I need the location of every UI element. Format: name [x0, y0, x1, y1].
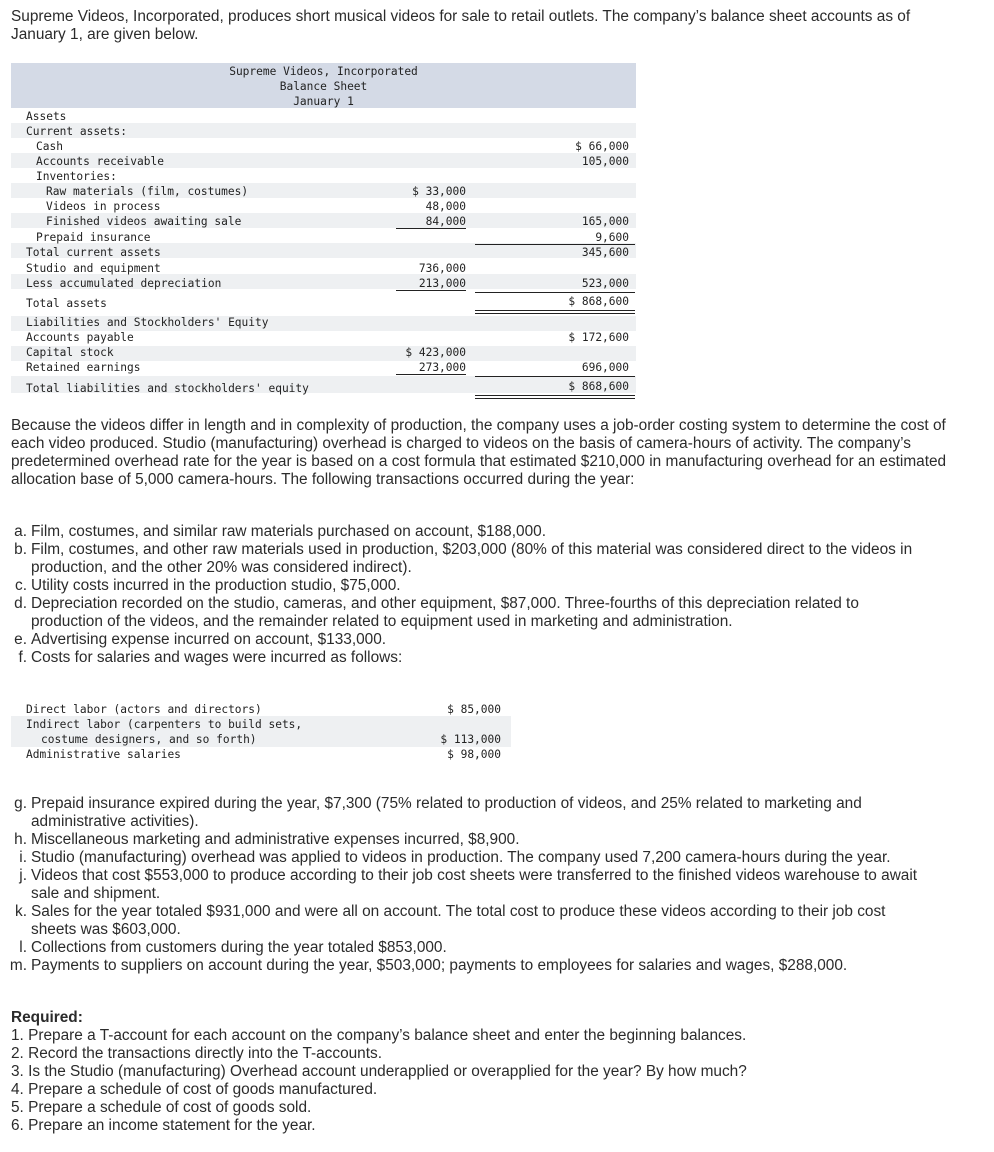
transaction-k	[15, 903, 886, 921]
transaction-letter: f.	[18, 649, 27, 666]
required-item: 3. Is the Studio (manufacturing) Overhead account underapplied or overapplied for the year? By how much?	[11, 1063, 747, 1080]
transaction-letter: a.	[14, 523, 27, 540]
transaction-text: Film, costumes, and similar raw materials purchased on account, $188,000.	[31, 523, 546, 540]
transaction-e	[14, 631, 387, 649]
equity-total-underline	[475, 376, 635, 377]
transaction-text: Miscellaneous marketing and administrative expenses incurred, $8,900.	[31, 831, 520, 848]
transaction-text: Videos that cost $553,000 to produce according to their job cost sheets were transferred to the finished videos warehouse to await	[31, 867, 918, 884]
transaction-letter: l.	[19, 939, 27, 956]
company-name: Supreme Videos, Incorporated	[229, 65, 418, 78]
assets-heading: Assets	[26, 110, 67, 123]
transaction-text: Film, costumes, and other raw materials used in production, $203,000 (80% of this material was considered direct to the videos in	[31, 541, 913, 558]
capital-stock-amount: $ 423,000	[405, 346, 466, 359]
net-equipment-underline	[475, 292, 635, 293]
transaction-b	[14, 541, 913, 559]
transaction-c	[15, 577, 401, 595]
transaction-text: Studio (manufacturing) overhead was applied to videos in production. The company used 7,200 camera-hours during the year.	[31, 849, 891, 866]
transaction-f	[18, 649, 403, 667]
salaries-table	[11, 700, 511, 766]
cash-label: Cash	[36, 140, 63, 153]
total-liabilities-equity-label: Total liabilities and stockholders' equity	[26, 382, 309, 395]
total-liabilities-double-rule	[475, 395, 635, 399]
statement-title: Balance Sheet	[279, 80, 368, 93]
prepaid-insurance-amount: 9,600	[595, 231, 629, 244]
videos-in-process-label: Videos in process	[46, 200, 161, 213]
total-current-assets-amount: 345,600	[581, 246, 629, 259]
transaction-g-continued: administrative activities).	[31, 813, 199, 830]
required-heading: Required:	[11, 1009, 83, 1026]
accumulated-depreciation-amount: 213,000	[418, 277, 466, 290]
transaction-letter: g.	[14, 795, 27, 812]
accounts-receivable-amount: 105,000	[581, 155, 629, 168]
required-item: 2. Record the transactions directly into the T-accounts.	[11, 1045, 382, 1062]
direct-labor-amount: $ 85,000	[447, 703, 501, 716]
indirect-labor-amount: $ 113,000	[440, 733, 501, 746]
intro-line-2: January 1, are given below.	[11, 26, 199, 43]
prepaid-insurance-label: Prepaid insurance	[36, 231, 151, 244]
administrative-salaries-label: Administrative salaries	[26, 748, 181, 761]
transaction-letter: m.	[9, 957, 27, 974]
finished-videos-amount: 84,000	[425, 215, 466, 228]
transaction-l	[19, 939, 447, 957]
capital-stock-label: Capital stock	[26, 346, 114, 359]
accounts-receivable-label: Accounts receivable	[36, 155, 164, 168]
liabilities-equity-heading: Liabilities and Stockholders' Equity	[26, 316, 269, 329]
intro-line-1: Supreme Videos, Incorporated, produces short musical videos for sale to retail outlets. The company’s balance sheet accounts as of	[11, 8, 911, 25]
transaction-text: Collections from customers during the year totaled $853,000.	[31, 939, 447, 956]
required-item: 5. Prepare a schedule of cost of goods sold.	[11, 1099, 312, 1116]
accumulated-depreciation-label: Less accumulated depreciation	[26, 277, 222, 290]
balance-sheet-header	[11, 63, 636, 108]
stockholders-equity-total: 696,000	[581, 361, 629, 374]
transaction-text: Sales for the year totaled $931,000 and were all on account. The total cost to produce these videos according to their job cost	[31, 903, 886, 920]
current-assets-heading: Current assets:	[26, 125, 128, 138]
net-equipment-amount: 523,000	[581, 277, 629, 290]
direct-labor-label: Direct labor (actors and directors)	[26, 703, 262, 716]
total-assets-label: Total assets	[26, 297, 107, 310]
retained-earnings-amount: 273,000	[418, 361, 466, 374]
transaction-h	[14, 831, 520, 849]
cash-amount: $ 66,000	[575, 140, 629, 153]
studio-equipment-amount: 736,000	[418, 262, 466, 275]
transaction-text: Advertising expense incurred on account, $133,000.	[31, 631, 387, 648]
studio-equipment-label: Studio and equipment	[26, 262, 161, 275]
balance-sheet-table	[11, 63, 636, 400]
transaction-text: Depreciation recorded on the studio, cameras, and other equipment, $87,000. Three-fourths of this depreciation related to	[31, 595, 859, 612]
raw-materials-amount: $ 33,000	[412, 185, 466, 198]
transaction-d	[14, 595, 859, 613]
transaction-letter: j.	[19, 867, 27, 884]
transaction-letter: d.	[14, 595, 27, 612]
transaction-m	[9, 957, 848, 975]
inventories-underline	[396, 228, 466, 229]
total-assets-amount: $ 868,600	[568, 295, 629, 308]
total-current-assets-label: Total current assets	[26, 246, 161, 259]
intro-paragraph	[11, 8, 971, 44]
total-liabilities-equity-amount: $ 868,600	[568, 380, 629, 393]
transaction-letter: c.	[15, 577, 27, 594]
transaction-letter: b.	[14, 541, 27, 558]
required-item: 1. Prepare a T-account for each account on the company’s balance sheet and enter the beginning balances.	[11, 1027, 747, 1044]
total-assets-double-rule	[475, 310, 635, 314]
depreciation-underline	[396, 290, 466, 291]
transaction-j-continued: sale and shipment.	[31, 885, 161, 902]
transaction-letter: k.	[15, 903, 27, 920]
transaction-text: Utility costs incurred in the production studio, $75,000.	[31, 577, 401, 594]
accounts-payable-label: Accounts payable	[26, 331, 134, 344]
transaction-b-continued: production, and the other 20% was considered indirect).	[31, 559, 412, 576]
statement-date: January 1	[293, 95, 354, 108]
transaction-k-continued: sheets was $603,000.	[31, 921, 181, 938]
equity-underline	[396, 374, 466, 375]
retained-earnings-label: Retained earnings	[26, 361, 141, 374]
indirect-labor-label: Indirect labor (carpenters to build sets,	[26, 718, 303, 731]
transaction-i	[19, 849, 891, 867]
raw-materials-label: Raw materials (film, costumes)	[46, 185, 249, 198]
required-item: 6. Prepare an income statement for the year.	[11, 1117, 316, 1134]
accounts-payable-amount: $ 172,600	[568, 331, 629, 344]
transaction-text: Payments to suppliers on account during the year, $503,000; payments to employees for salaries and wages, $288,000.	[31, 957, 848, 974]
required-item: 4. Prepare a schedule of cost of goods manufactured.	[11, 1081, 378, 1098]
transaction-a	[14, 523, 546, 541]
inventories-heading: Inventories:	[36, 170, 117, 183]
transaction-d-continued: production of the videos, and the remainder related to equipment used in marketing and administration.	[31, 613, 733, 630]
transaction-letter: i.	[19, 849, 27, 866]
indirect-labor-label-continued: costume designers, and so forth)	[41, 733, 257, 746]
required-section	[11, 1009, 971, 1135]
transaction-letter: h.	[14, 831, 27, 848]
inventories-total: 165,000	[581, 215, 629, 228]
finished-videos-label: Finished videos awaiting sale	[46, 215, 242, 228]
transaction-g	[14, 795, 862, 813]
transaction-text: Costs for salaries and wages were incurred as follows:	[31, 649, 403, 666]
costing-paragraph: Because the videos differ in length and in complexity of production, the company uses a job-order costing system to determine the cost of each video produced. Studio (manufacturing) overhead is charged to videos on the basis of camera-hours of activity. The company’s predetermined overhead rate for the year is based on a cost formula that estimated $210,000 in manufacturing overhead for an estimated allocation base of 5,000 camera-hours. The following transactions occurred during the year:	[11, 417, 947, 488]
transaction-text: Prepaid insurance expired during the year, $7,300 (75% related to production of videos, and 25% related to marketing and	[31, 795, 862, 812]
administrative-salaries-amount: $ 98,000	[447, 748, 501, 761]
transaction-j	[19, 867, 918, 885]
videos-in-process-amount: 48,000	[425, 200, 466, 213]
transaction-letter: e.	[14, 631, 27, 648]
